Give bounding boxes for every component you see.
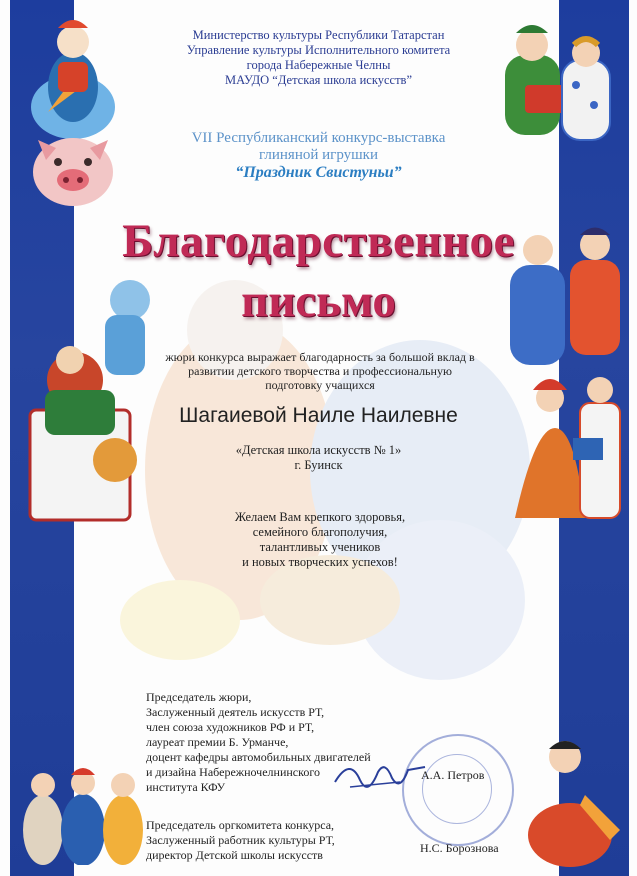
- ministry-header: [0, 28, 637, 88]
- org-chair-line: директор Детской школы искусств: [146, 848, 323, 862]
- wish-line: Желаем Вам крепкого здоровья,: [234, 510, 406, 524]
- jury-chair-line: лауреат премии Б. Урманче,: [146, 735, 289, 749]
- toy-musician-bottom-icon: [515, 735, 630, 870]
- org-chair-signer: Н.С. Борознова: [420, 841, 499, 855]
- org-chair-line: Председатель оргкомитета конкурса,: [146, 818, 335, 832]
- jury-chair-line: Председатель жюри,: [146, 690, 252, 704]
- stamp-inner-ring: [422, 754, 492, 824]
- wish-line: и новых творческих успехов!: [242, 555, 398, 569]
- contest-name: “Праздник Свистуньи”: [235, 164, 402, 181]
- jury-chair-line: доцент кафедры автомобильных двигателей: [146, 750, 371, 764]
- school-name: «Детская школа искусств № 1»: [235, 443, 402, 457]
- jury-chair-line: института КФУ: [146, 780, 226, 794]
- wish-line: семейного благополучия,: [252, 525, 388, 539]
- title-line-1: Благодарственное: [122, 215, 515, 267]
- toy-dolls-row-icon: [18, 735, 148, 865]
- jury-chair-line: и дизайна Набережночелнинского: [146, 765, 320, 779]
- ministry-line: Министерство культуры Республики Татарстан: [192, 28, 445, 42]
- org-chair-block: [146, 818, 335, 863]
- jury-chair-signer: А.А. Петров: [421, 768, 485, 782]
- jury-chair-line: член союза художников РФ и РТ,: [146, 720, 315, 734]
- title-line-2: письмо: [241, 275, 396, 327]
- jury-line: жюри конкурса выражает благодарность за большой вклад в: [165, 350, 475, 364]
- org-chair-line: Заслуженный работник культуры РТ,: [146, 833, 335, 847]
- contest-heading: [0, 130, 637, 181]
- school-info: [0, 443, 637, 473]
- school-city: г. Буинск: [294, 458, 343, 472]
- jury-chair-line: Заслуженный деятель искусств РТ,: [146, 705, 325, 719]
- jury-line: развитии детского творчества и профессиональную: [188, 364, 452, 378]
- wishes-text: [140, 510, 500, 570]
- jury-chair-block: [146, 690, 371, 795]
- wish-line: талантливых учеников: [259, 540, 381, 554]
- contest-line: глиняной игрушки: [259, 147, 378, 163]
- jury-line: подготовку учащихся: [265, 378, 375, 392]
- ministry-line: города Набережные Челны: [246, 58, 391, 72]
- ministry-line: МАУДО “Детская школа искусств”: [224, 73, 412, 87]
- recipient-name: Шагаиевой Наиле Наилевне: [179, 404, 458, 427]
- jury-text: [110, 350, 530, 392]
- ministry-line: Управление культуры Исполнительного комитета: [186, 43, 451, 57]
- contest-line: VII Республиканский конкурс-выставка: [191, 130, 446, 146]
